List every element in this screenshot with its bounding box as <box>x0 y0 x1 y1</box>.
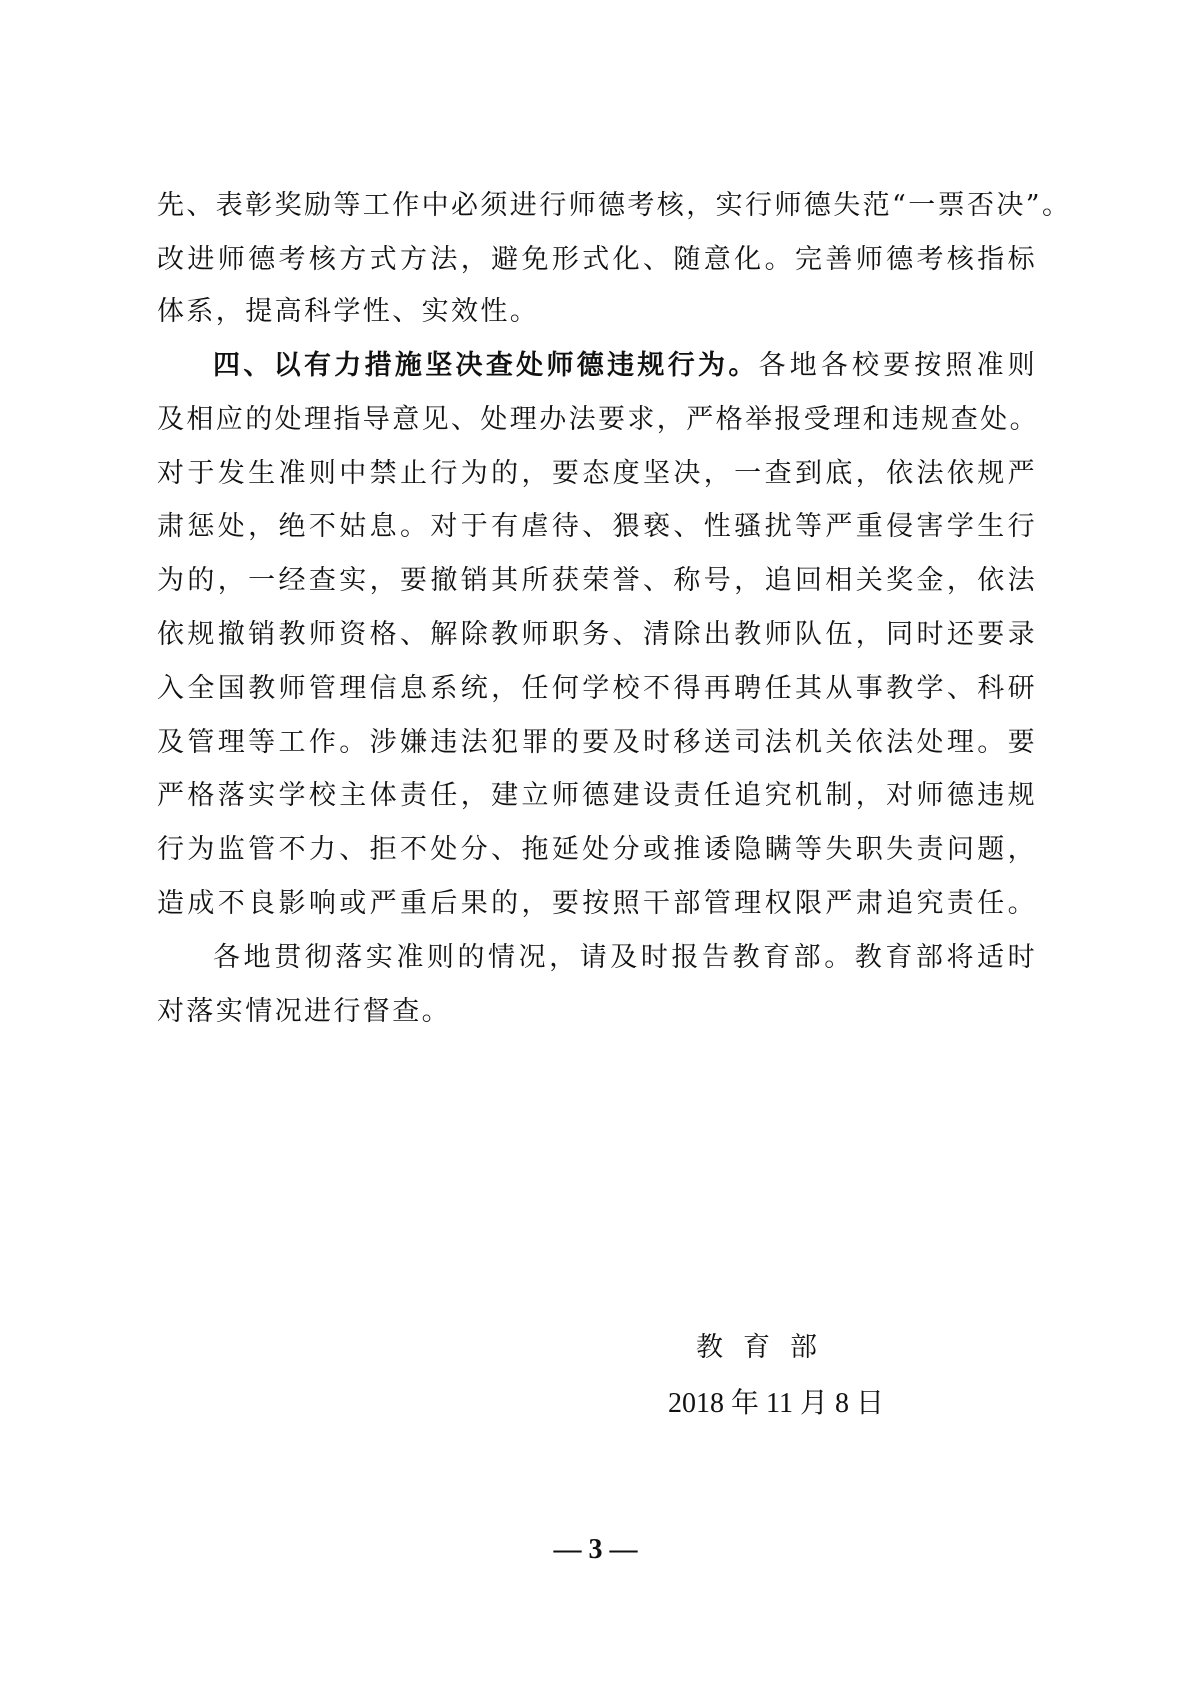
issuer-name: 教育部 <box>696 1332 837 1363</box>
paragraph-3-line-2: 对落实情况进行督查。 <box>157 996 451 1027</box>
section-heading: 四、以有力措施坚决查处师德违规行为。 <box>213 350 759 381</box>
paragraph-2-line-7: 入全国教师管理信息系统，任何学校不得再聘任其从事教学、科研 <box>157 673 1037 704</box>
paragraph-1-line-1: 先、表彰奖励等工作中必须进行师德考核，实行师德失范“一票否决”。 <box>157 190 1072 221</box>
paragraph-2-line-8: 及管理等工作。涉嫌违法犯罪的要及时移送司法机关依法处理。要 <box>157 727 1037 758</box>
paragraph-2-line-10: 行为监管不力、拒不处分、拖延处分或推诿隐瞒等失职失责问题， <box>157 834 1037 865</box>
paragraph-2-line-3: 对于发生准则中禁止行为的，要态度坚决，一查到底，依法依规严 <box>157 458 1037 489</box>
paragraph-2-line-1 <box>213 346 1037 386</box>
page-number: — 3 — <box>553 1534 638 1565</box>
paragraph-2-line-11: 造成不良影响或严重后果的，要按照干部管理权限严肃追究责任。 <box>157 888 1037 919</box>
issue-date: 2018 年 11 月 8 日 <box>668 1388 884 1419</box>
paragraph-2-line-4: 肃惩处，绝不姑息。对于有虐待、猥亵、性骚扰等严重侵害学生行 <box>157 511 1037 542</box>
paragraph-1-line-3: 体系，提高科学性、实效性。 <box>157 296 540 327</box>
paragraph-3-line-1: 各地贯彻落实准则的情况，请及时报告教育部。教育部将适时 <box>213 942 1037 973</box>
paragraph-1-line-2: 改进师德考核方式方法，避免形式化、随意化。完善师德考核指标 <box>157 244 1037 275</box>
paragraph-2-first-line-text: 各地各校要按照准则 <box>758 350 1037 381</box>
paragraph-2-line-5: 为的，一经查实，要撤销其所获荣誉、称号，追回相关奖金，依法 <box>157 565 1037 596</box>
paragraph-2-line-6: 依规撤销教师资格、解除教师职务、清除出教师队伍，同时还要录 <box>157 619 1037 650</box>
paragraph-2-line-2: 及相应的处理指导意见、处理办法要求，严格举报受理和违规查处。 <box>157 404 1039 435</box>
paragraph-2-line-9: 严格落实学校主体责任，建立师德建设责任追究机制，对师德违规 <box>157 780 1037 811</box>
